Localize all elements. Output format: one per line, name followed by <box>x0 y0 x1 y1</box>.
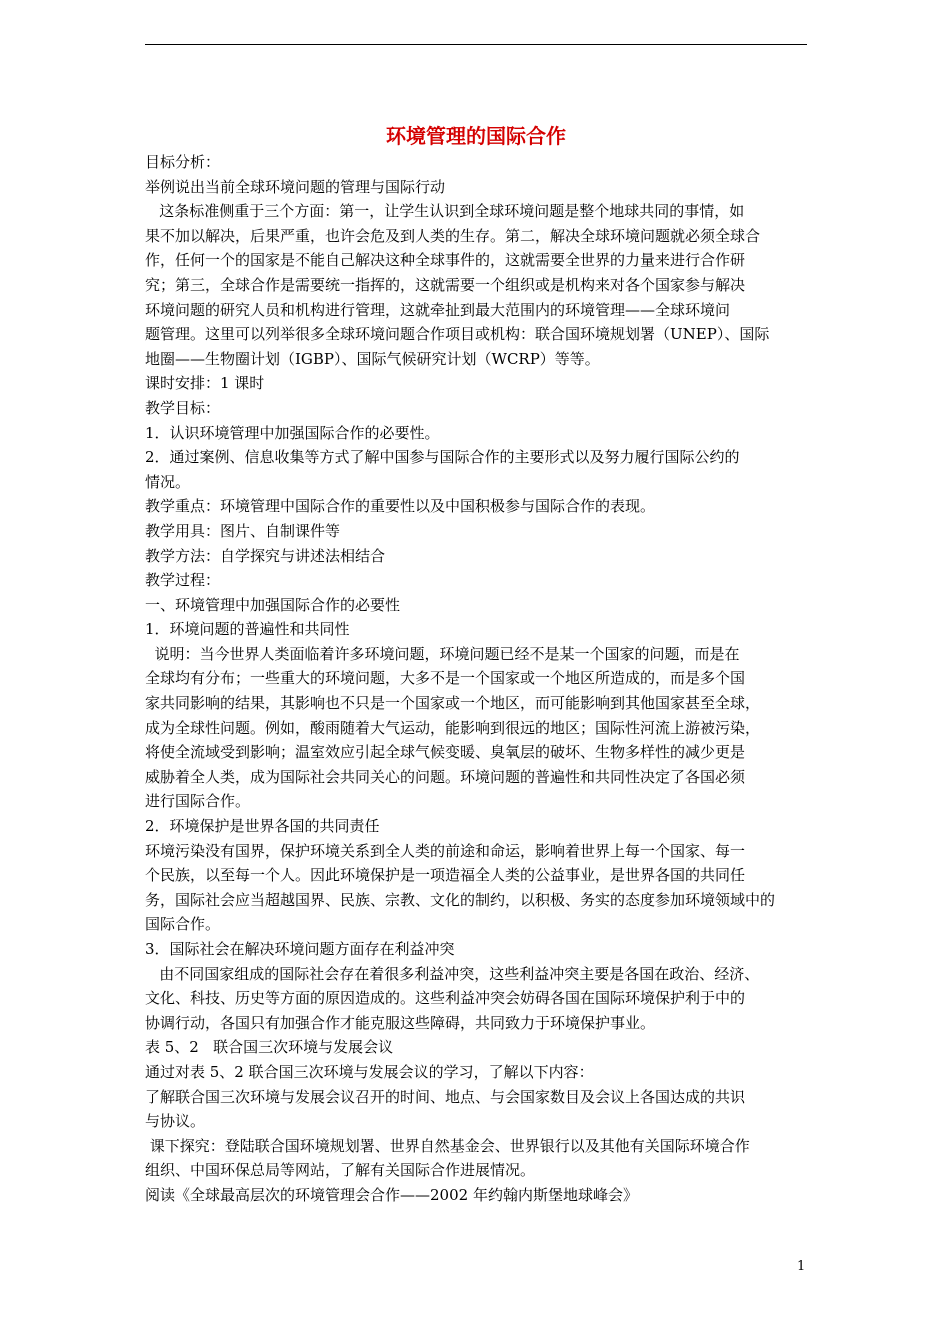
text-line: 果不加以解决，后果严重，也许会危及到人类的生存。第二，解决全球环境问题就必须全球合 <box>145 226 761 245</box>
text-line: 究；第三，全球合作是需要统一指挥的，这就需要一个组织或是机构来对各个国家参与解决 <box>145 275 746 294</box>
text-line: 与协议。 <box>145 1112 206 1131</box>
text-line: 课下探究：登陆联合国环境规划署、世界自然基金会、世界银行以及其他有关国际环境合作 <box>145 1136 750 1155</box>
text-line: 环境污染没有国界，保护环境关系到全人类的前途和命运，影响着世界上每一个国家、每一 <box>145 841 746 860</box>
text-line: 将使全流域受到影响；温室效应引起全球气候变暖、臭氧层的破坏、生物多样性的减少更是 <box>145 743 746 762</box>
text-line: 威胁着全人类，成为国际社会共同关心的问题。环境问题的普遍性和共同性决定了各国必须 <box>145 767 746 786</box>
text-line: 通过对表 5、2 联合国三次环境与发展会议的学习，了解以下内容： <box>145 1062 594 1081</box>
text-line: 地圈——生物圈计划（IGBP）、国际气候研究计划（WCRP）等等。 <box>145 349 600 368</box>
text-line: 教学重点：环境管理中国际合作的重要性以及中国积极参与国际合作的表现。 <box>145 497 656 516</box>
header-rule <box>145 44 807 45</box>
text-line: 2．环境保护是世界各国的共同责任 <box>145 817 380 836</box>
text-line: 国际合作。 <box>145 915 221 934</box>
text-line: 进行国际合作。 <box>145 792 251 811</box>
text-line: 阅读《全球最高层次的环境管理会合作——2002 年约翰内斯堡地球峰会》 <box>145 1185 638 1204</box>
text-line: 教学过程： <box>145 571 221 590</box>
text-line: 环境问题的研究人员和机构进行管理，这就牵扯到最大范围内的环境管理——全球环境问 <box>145 300 731 319</box>
text-line: 这条标准侧重于三个方面：第一，让学生认识到全球环境问题是整个地球共同的事情，如 <box>145 202 745 221</box>
text-line: 协调行动，各国只有加强合作才能克服这些障碍，共同致力于环境保护事业。 <box>145 1013 656 1032</box>
text-line: 举例说出当前全球环境问题的管理与国际行动 <box>145 177 446 196</box>
text-line: 文化、科技、历史等方面的原因造成的。这些利益冲突会妨碍各国在国际环境保护利于中的 <box>145 989 746 1008</box>
text-line: 情况。 <box>145 472 191 491</box>
text-line: 2．通过案例、信息收集等方式了解中国参与国际合作的主要形式以及努力履行国际公约的 <box>145 448 740 467</box>
text-line: 3．国际社会在解决环境问题方面存在利益冲突 <box>145 940 455 958</box>
text-line: 作，任何一个的国家是不能自己解决这种全球事件的，这就需要全世界的力量来进行合作研 <box>145 251 746 270</box>
text-line: 目标分析： <box>145 153 221 171</box>
text-line: 由不同国家组成的国际社会存在着很多利益冲突，这些利益冲突主要是各国在政治、经济、 <box>145 964 760 983</box>
text-line: 1．认识环境管理中加强国际合作的必要性。 <box>145 423 440 442</box>
text-line: 了解联合国三次环境与发展会议召开的时间、地点、与会国家数目及会议上各国达成的共识 <box>145 1087 746 1106</box>
body-text <box>145 150 807 1208</box>
text-line: 一、环境管理中加强国际合作的必要性 <box>145 595 401 614</box>
text-line: 题管理。这里可以列举很多全球环境问题合作项目或机构：联合国环境规划署（UNEP）、国际 <box>145 325 770 344</box>
text-line: 教学目标： <box>145 398 221 417</box>
text-line: 个民族，以至每一个人。因此环境保护是一项造福全人类的公益事业，是世界各国的共同任 <box>145 866 746 885</box>
text-line: 说明：当今世界人类面临着许多环境问题，环境问题已经不是某一个国家的问题，而是在 <box>145 644 740 663</box>
text-line: 课时安排：1 课时 <box>145 374 265 393</box>
text-line: 成为全球性问题。例如，酸雨随着大气运动，能影响到很远的地区；国际性河流上游被污染， <box>145 718 761 737</box>
text-line: 教学方法：自学探究与讲述法相结合 <box>145 546 386 565</box>
page-number: 1 <box>797 1259 806 1274</box>
text-line: 务，国际社会应当超越国界、民族、宗教、文化的制约，以积极、务实的态度参加环境领域中的 <box>145 890 776 909</box>
document-title: 环境管理的国际合作 <box>386 124 566 148</box>
text-line: 1．环境问题的普遍性和共同性 <box>145 620 350 639</box>
text-line: 家共同影响的结果，其影响也不只是一个国家或一个地区，而可能影响到其他国家甚至全球， <box>145 694 761 713</box>
text-line: 全球均有分布；一些重大的环境问题，大多不是一个国家或一个地区所造成的，而是多个国 <box>145 669 746 688</box>
document-body <box>145 122 807 1208</box>
text-line: 表 5、2 联合国三次环境与发展会议 <box>145 1038 394 1057</box>
text-line: 教学用具：图片、自制课件等 <box>145 521 341 540</box>
text-line: 组织、中国环保总局等网站，了解有关国际合作进展情况。 <box>145 1161 536 1180</box>
